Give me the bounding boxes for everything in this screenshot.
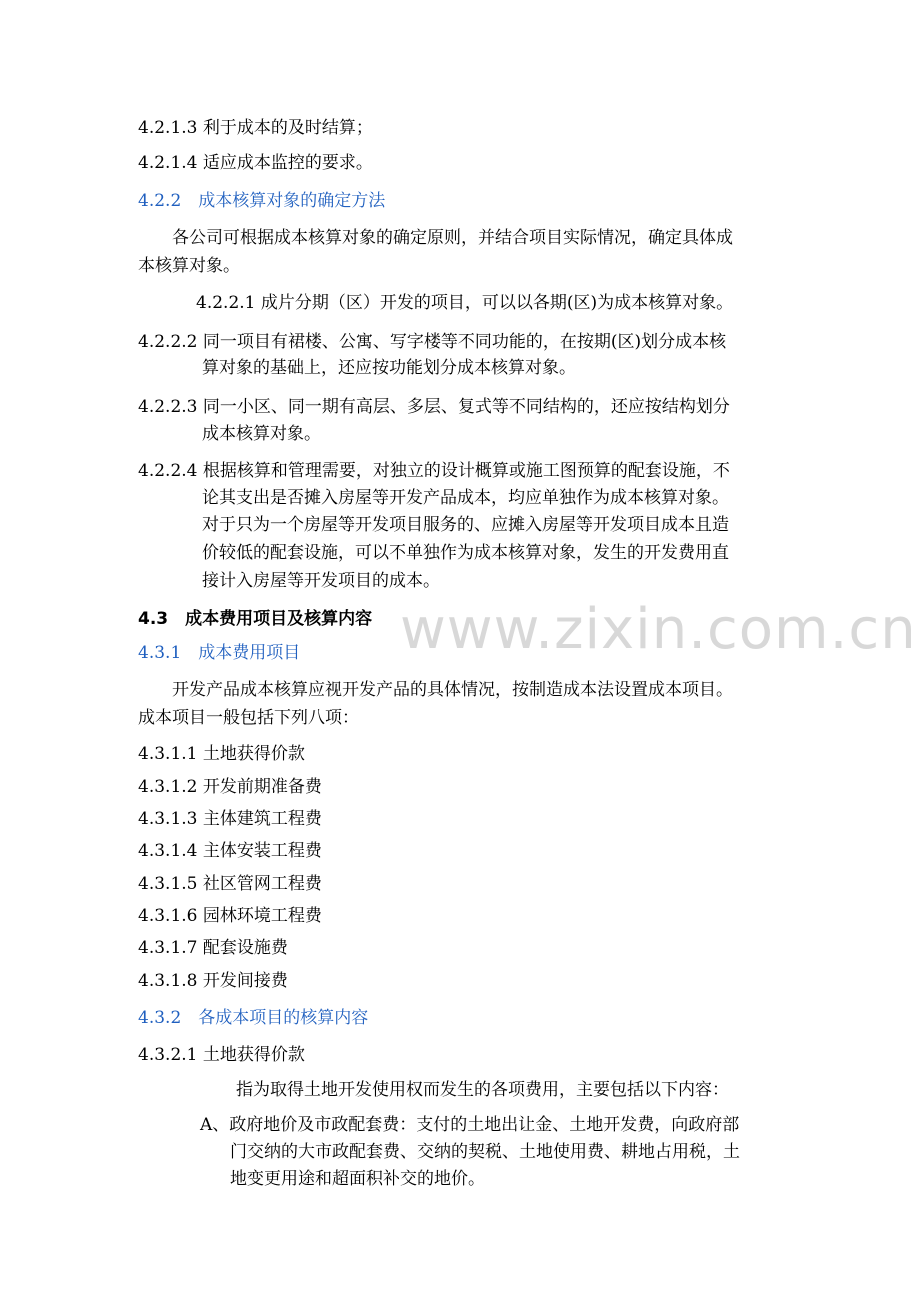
list-item: 4.3.1.1 土地获得价款	[138, 744, 305, 764]
item-4-2-2-2-cont: 算对象的基础上，还应按功能划分成本核算对象。	[202, 358, 576, 378]
section-heading-4-2-2: 4.2.2 成本核算对象的确定方法	[138, 191, 386, 211]
item-a-cont: 门交纳的大市政配套费、交纳的契税、土地使用费、耕地占用税，土	[230, 1142, 740, 1162]
list-item: 4.3.1.4 主体安装工程费	[138, 841, 322, 861]
section-heading-4-3-1: 4.3.1 成本费用项目	[138, 643, 301, 663]
item-4-2-2-4-cont: 论其支出是否摊入房屋等开发产品成本，均应单独作为成本核算对象。	[202, 488, 729, 508]
list-item: 4.3.1.2 开发前期准备费	[138, 777, 322, 797]
paragraph-line: 开发产品成本核算应视开发产品的具体情况，按制造成本法设置成本项目。	[172, 680, 733, 700]
item-4-2-2-2: 4.2.2.2 同一项目有裙楼、公寓、写字楼等不同功能的，在按期(区)划分成本核	[138, 332, 727, 352]
paragraph-line: 各公司可根据成本核算对象的确定原则，并结合项目实际情况，确定具体成	[172, 228, 733, 248]
item-4-2-2-4-cont: 接计入房屋等开发项目的成本。	[202, 571, 440, 591]
list-item: 4.3.1.6 园林环境工程费	[138, 906, 322, 926]
section-heading-4-3: 4.3 成本费用项目及核算内容	[138, 609, 373, 629]
item-4-2-2-3: 4.2.2.3 同一小区、同一期有高层、多层、复式等不同结构的，还应按结构划分	[138, 397, 730, 417]
section-heading-4-3-2: 4.3.2 各成本项目的核算内容	[138, 1008, 369, 1028]
list-item: 4.3.1.8 开发间接费	[138, 971, 288, 991]
item-4-2-1-3: 4.2.1.3 利于成本的及时结算；	[138, 118, 373, 138]
item-4-2-2-4: 4.2.2.4 根据核算和管理需要，对独立的设计概算或施工图预算的配套设施，不	[138, 461, 730, 481]
item-4-2-2-4-cont: 对于只为一个房屋等开发项目服务的、应摊入房屋等开发项目成本且造	[202, 515, 729, 535]
paragraph-line: 指为取得土地开发使用权而发生的各项费用，主要包括以下内容：	[236, 1080, 729, 1100]
list-item: 4.3.1.3 主体建筑工程费	[138, 809, 322, 829]
list-item: 4.3.1.5 社区管网工程费	[138, 874, 322, 894]
item-4-2-2-1: 4.2.2.1 成片分期（区）开发的项目，可以以各期(区)为成本核算对象。	[196, 293, 734, 313]
item-4-2-1-4: 4.2.1.4 适应成本监控的要求。	[138, 153, 373, 173]
item-a-cont: 地变更用途和超面积补交的地价。	[230, 1169, 485, 1189]
paragraph-line: 本核算对象。	[138, 256, 240, 276]
item-4-2-2-4-cont: 价较低的配套设施，可以不单独作为成本核算对象，发生的开发费用直	[202, 543, 729, 563]
item-a: A、政府地价及市政配套费：支付的土地出让金、土地开发费，向政府部	[200, 1115, 740, 1135]
item-4-3-2-1: 4.3.2.1 土地获得价款	[138, 1045, 305, 1065]
watermark: www.zixin.com.cn	[400, 597, 917, 662]
item-4-2-2-3-cont: 成本核算对象。	[202, 424, 321, 444]
paragraph-line: 成本项目一般包括下列八项：	[138, 708, 359, 728]
list-item: 4.3.1.7 配套设施费	[138, 938, 288, 958]
